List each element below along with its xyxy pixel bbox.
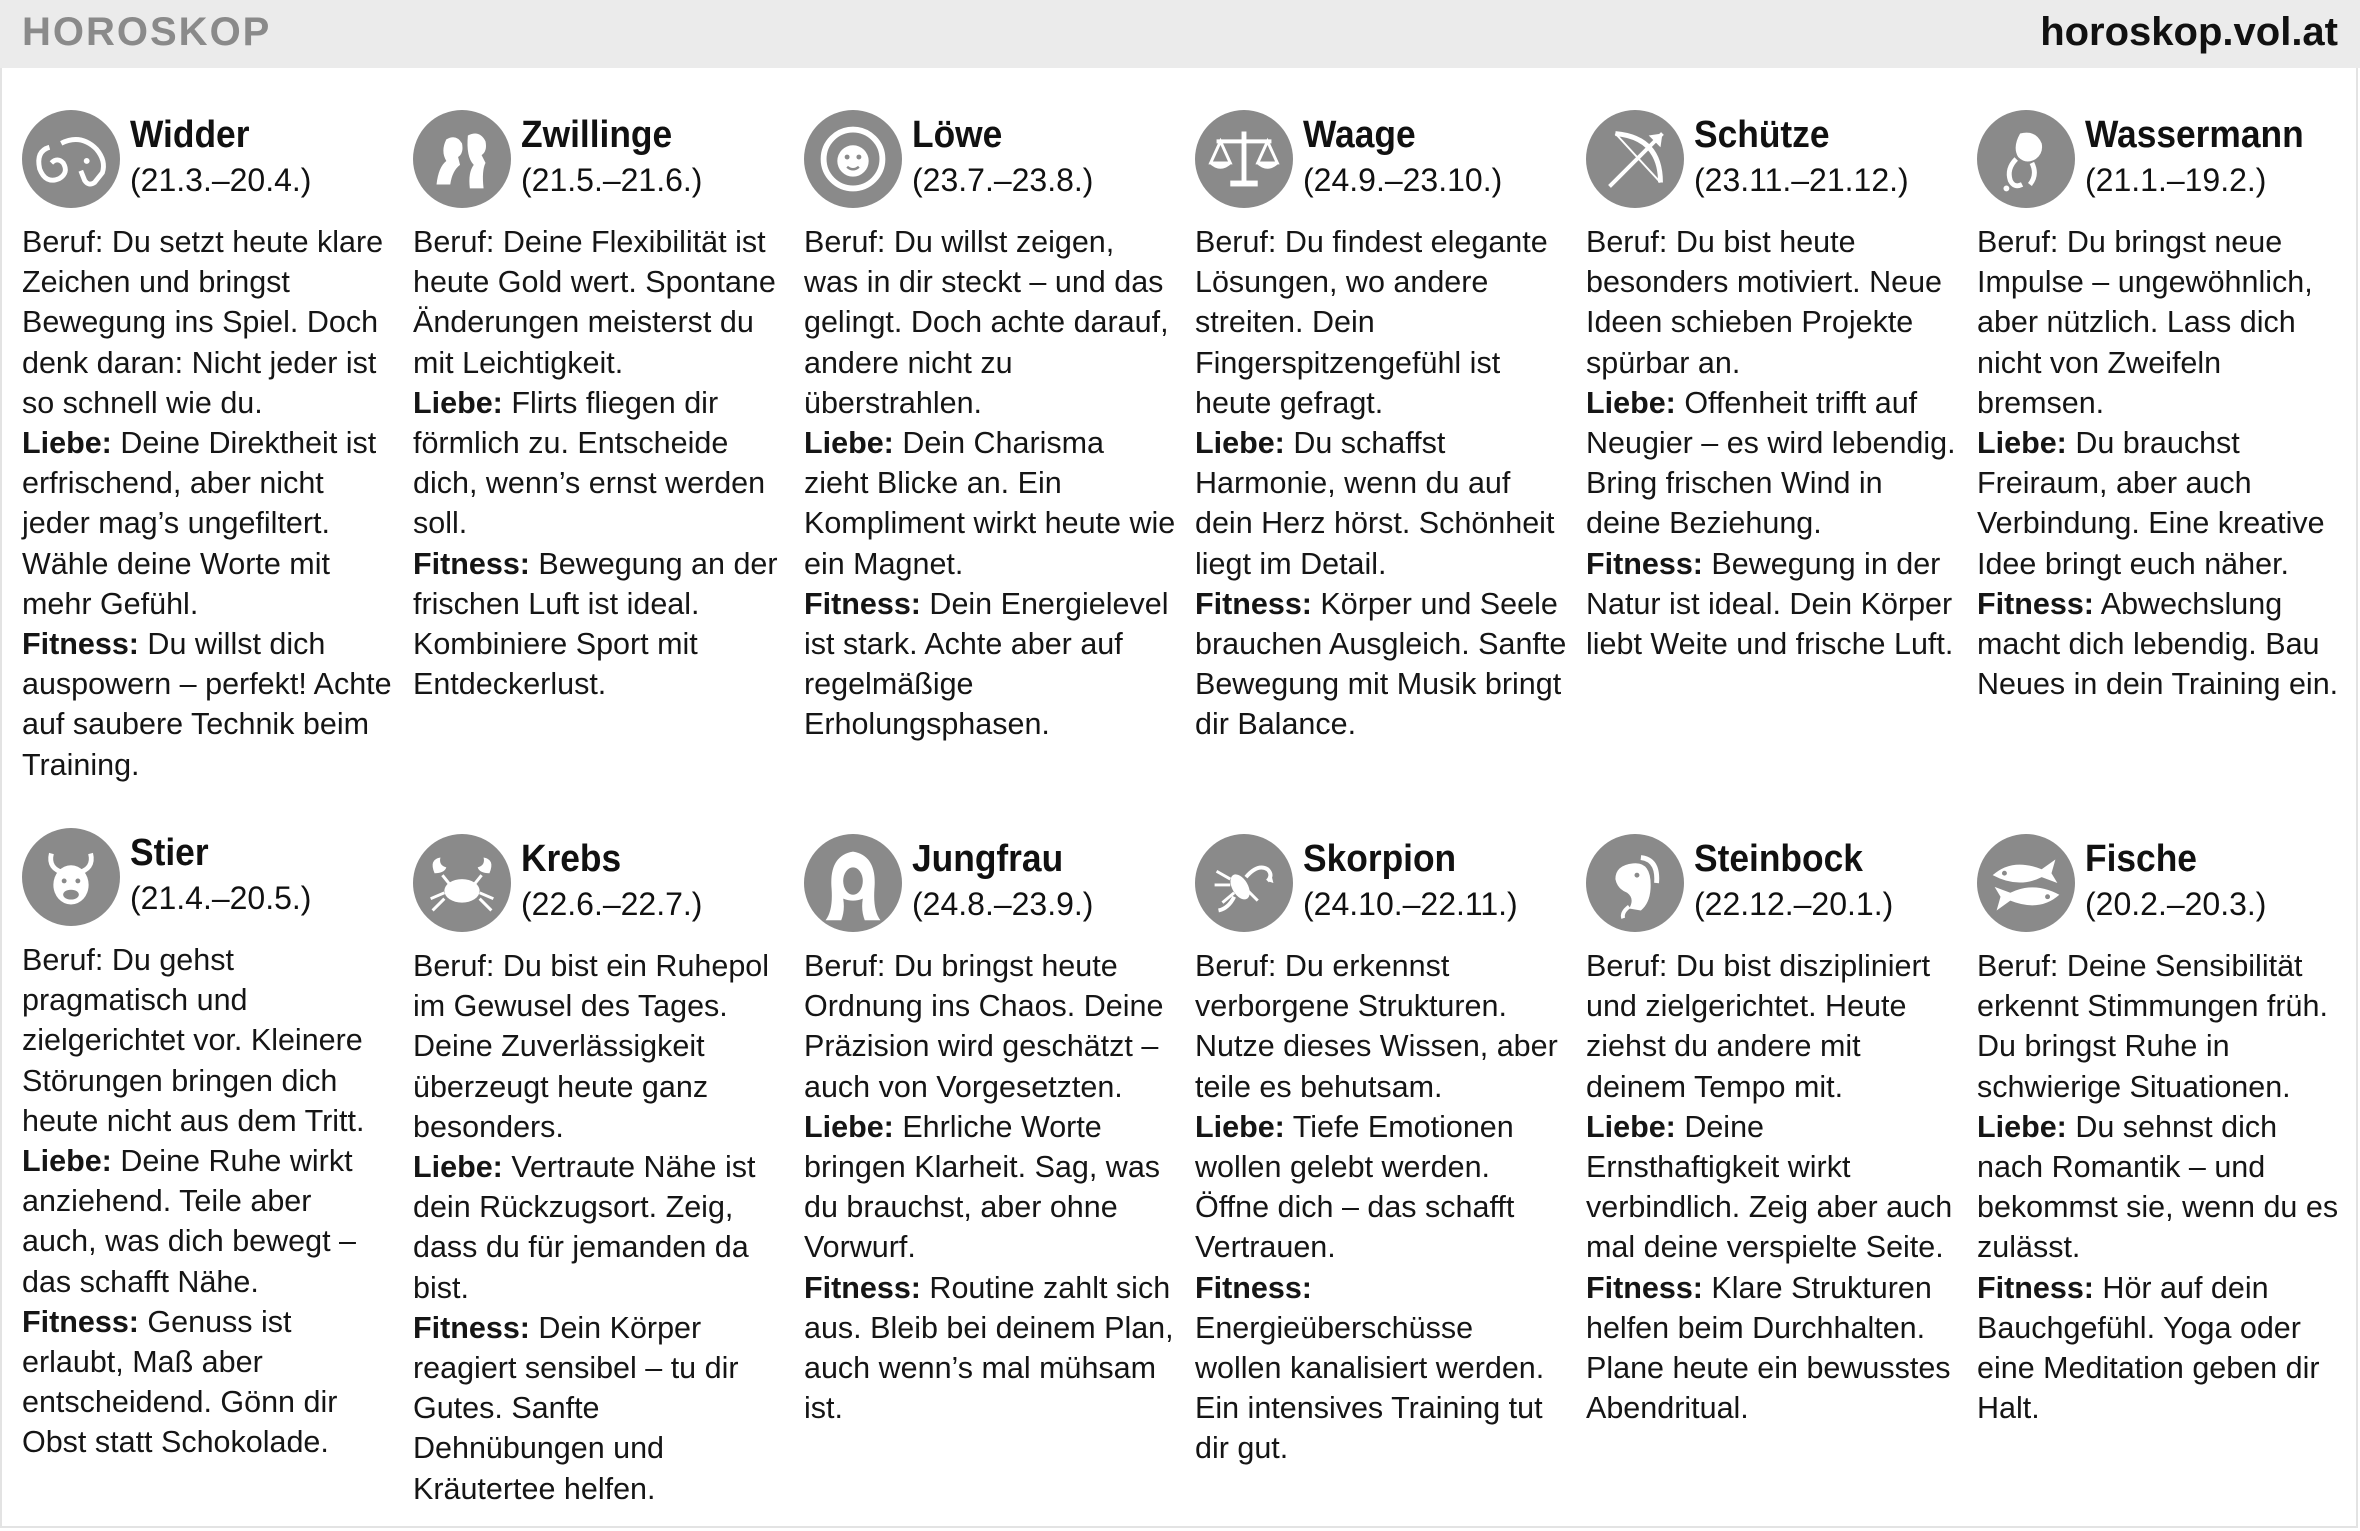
sign-text: Beruf: Du findest elegante Lösungen, wo andere streiten. Dein Fingerspitzengefühl ist heute gefragt. Liebe: Du schaffst Harmonie, wenn du auf dein Herz hörst. Schönheit liegt im Detail. Fitness: Körper und Seele brauchen Ausgleich. Sanfte Bewegung mit Musik bringt dir Balance. — [1195, 225, 1567, 742]
sign-name: Skorpion — [1303, 838, 1457, 880]
virgin-icon — [804, 834, 902, 932]
ram-icon — [22, 110, 120, 208]
crab-icon — [413, 834, 511, 932]
twins-icon — [413, 110, 511, 208]
sign-name: Widder — [130, 114, 250, 156]
sign-dates: (21.3.–20.4.) — [130, 162, 312, 198]
sign-dates: (20.2.–20.3.) — [2085, 886, 2267, 922]
sign-text: Beruf: Du erkennst verborgene Strukturen. Nutze dieses Wissen, aber teile es behutsam. Liebe: Tiefe Emotionen wollen gelebt werden. Öffne dich – das schafft Vertrauen. Fitness: Energieüberschüsse wollen kanalisiert werden. Ein intensives Training tut dir gut. — [1195, 949, 1558, 1466]
sign-dates: (22.6.–22.7.) — [521, 886, 703, 922]
fish-icon — [1977, 834, 2075, 932]
sign-name: Schütze — [1694, 114, 1830, 156]
sign-text: Beruf: Du setzt heute klare Zeichen und bringst Bewegung ins Spiel. Doch denk daran: Nicht jeder ist so schnell wie du. Liebe: Deine Direktheit ist erfrischend, aber nicht jeder mag’s ungefiltert. Wähle deine Worte mit mehr Gefühl. Fitness: Du willst dich auspowern – perfekt! Achte auf saubere Technik beim Training. — [22, 225, 392, 782]
sign-dates: (21.1.–19.2.) — [2085, 162, 2267, 198]
goat-icon — [1586, 834, 1684, 932]
sign-name: Krebs — [521, 838, 622, 880]
page-title: HOROSKOP — [22, 10, 272, 54]
sign-text: Beruf: Du gehst pragmatisch und zielgerichtet vor. Kleinere Störungen bringen dich heute nicht aus dem Tritt. Liebe: Deine Ruhe wirkt anziehend. Teile aber auch, was dich bewegt – das schafft Nähe. Fitness: Genuss ist erlaubt, Maß aber entscheidend. Gönn dir Obst statt Schokolade. — [22, 943, 365, 1460]
lion-icon — [804, 110, 902, 208]
sign-text: Beruf: Du bist diszipliniert und zielgerichtet. Heute ziehst du andere mit deinem Tempo mit. Liebe: Deine Ernsthaftigkeit wirkt verbindlich. Zeig aber auch mal deine verspielte Seite. Fitness: Klare Strukturen helfen beim Durchhalten. Plane heute ein bewusstes Abendritual. — [1586, 949, 1953, 1426]
page-header — [0, 0, 2360, 68]
sign-name: Wassermann — [2085, 114, 2304, 156]
sign-dates: (23.7.–23.8.) — [912, 162, 1094, 198]
sign-dates: (21.4.–20.5.) — [130, 880, 312, 916]
sign-name: Fische — [2085, 838, 2197, 880]
sign-dates: (22.12.–20.1.) — [1694, 886, 1894, 922]
sign-dates: (24.8.–23.9.) — [912, 886, 1094, 922]
sign-text: Beruf: Du bist ein Ruhepol im Gewusel des Tages. Deine Zuverlässigkeit überzeugt heute ganz besonders. Liebe: Vertraute Nähe ist dein Rückzugsort. Zeig, dass du für jemanden da bist. Fitness: Dein Körper reagiert sensibel – tu dir Gutes. Sanfte Dehnübungen und Kräutertee helfen. — [413, 949, 770, 1506]
sign-text: Beruf: Deine Flexibilität ist heute Gold wert. Spontane Änderungen meisterst du mit Leichtigkeit. Liebe: Flirts fliegen dir förmlich zu. Entscheide dich, wenn’s ernst werden soll. Fitness: Bewegung an der frischen Luft ist ideal. Kombiniere Sport mit Entdeckerlust. — [413, 225, 778, 702]
sign-name: Löwe — [912, 114, 1003, 156]
bull-icon — [22, 828, 120, 926]
sign-name: Waage — [1303, 114, 1416, 156]
sign-dates: (23.11.–21.12.) — [1694, 162, 1909, 198]
archer-icon — [1586, 110, 1684, 208]
sign-text: Beruf: Du bringst heute Ordnung ins Chaos. Deine Präzision wird geschätzt – auch von Vorgesetzten. Liebe: Ehrliche Worte bringen Klarheit. Sag, was du brauchst, aber ohne Vorwurf. Fitness: Routine zahlt sich aus. Bleib bei deinem Plan, auch wenn’s mal mühsam ist. — [804, 949, 1174, 1426]
sign-dates: (24.10.–22.11.) — [1303, 886, 1518, 922]
sign-name: Steinbock — [1694, 838, 1863, 880]
water-bearer-icon — [1977, 110, 2075, 208]
site-url[interactable]: horoskop.vol.at — [2040, 10, 2338, 54]
sign-text: Beruf: Du bringst neue Impulse – ungewöhnlich, aber nützlich. Lass dich nicht von Zweifeln bremsen. Liebe: Du brauchst Freiraum, aber auch Verbindung. Eine kreative Idee bringt euch näher. Fitness: Abwechslung macht dich lebendig. Bau Neues in dein Training ein. — [1977, 225, 2339, 702]
scorpion-icon — [1195, 834, 1293, 932]
scales-icon — [1195, 110, 1293, 208]
sign-text: Beruf: Du bist heute besonders motiviert. Neue Ideen schieben Projekte spürbar an. Liebe: Offenheit trifft auf Neugier – es wird lebendig. Bring frischen Wind in deine Beziehung. Fitness: Bewegung in der Natur ist ideal. Dein Körper liebt Weite und frische Luft. — [1586, 225, 1956, 662]
sign-dates: (21.5.–21.6.) — [521, 162, 703, 198]
sign-name: Zwillinge — [521, 114, 673, 156]
sign-name: Stier — [130, 832, 209, 874]
sign-text: Beruf: Du willst zeigen, was in dir steckt – und das gelingt. Doch achte darauf, andere nicht zu überstrahlen. Liebe: Dein Charisma zieht Blicke an. Ein Kompliment wirkt heute wie ein Magnet. Fitness: Dein Energielevel ist stark. Achte aber auf regelmäßige Erholungsphasen. — [804, 225, 1176, 742]
sign-dates: (24.9.–23.10.) — [1303, 162, 1503, 198]
sign-text: Beruf: Deine Sensibilität erkennt Stimmungen früh. Du bringst Ruhe in schwierige Situationen. Liebe: Du sehnst dich nach Romantik – und bekommst sie, wenn du es zulässt. Fitness: Hör auf dein Bauchgefühl. Yoga oder eine Meditation geben dir Halt. — [1977, 949, 2339, 1426]
sign-name: Jungfrau — [912, 838, 1064, 880]
